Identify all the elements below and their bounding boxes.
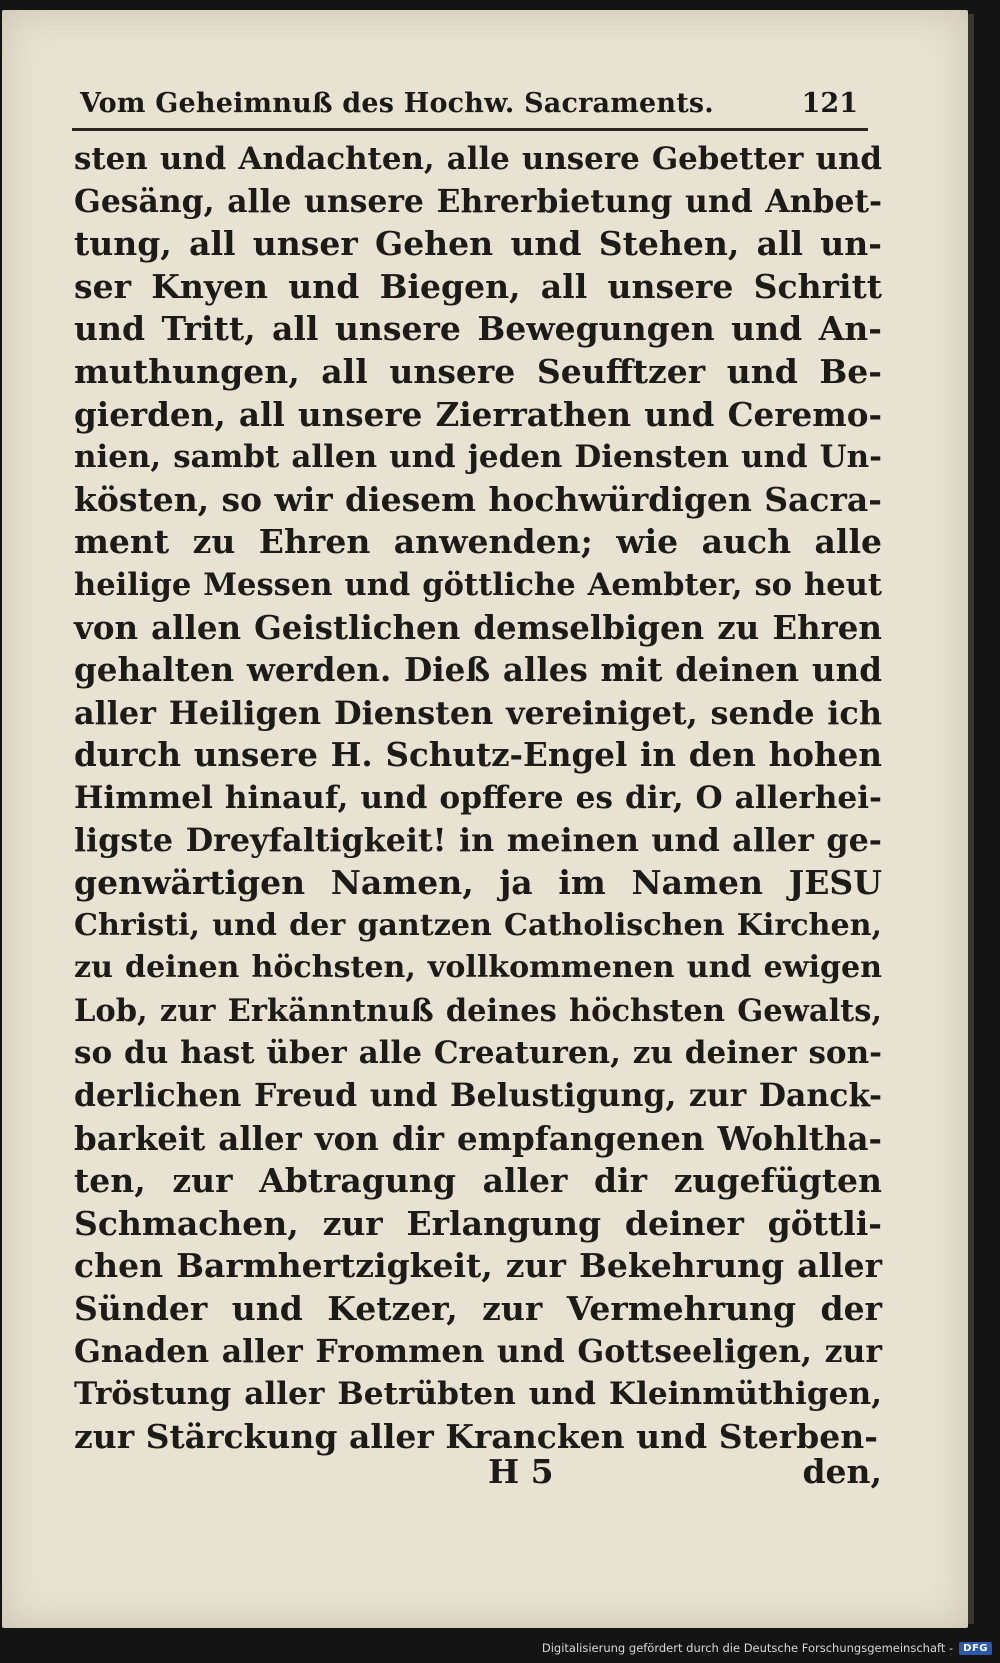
text-line: heilige Messen und göttliche Aembter, so heut xyxy=(74,566,882,603)
text-line: tung, all unser Gehen und Stehen, all un- xyxy=(74,224,882,264)
page-header xyxy=(72,84,866,130)
text-line: Gesäng, alle unsere Ehrerbietung und Anbet- xyxy=(74,182,882,220)
text-line: genwärtigen Namen, ja im Namen JESU xyxy=(74,863,882,903)
text-line: und Tritt, all unsere Bewegungen und An- xyxy=(74,309,882,349)
text-line: Schmachen, zur Erlangung deiner göttli- xyxy=(74,1203,882,1243)
text-line: Sünder und Ketzer, zur Vermehrung der xyxy=(74,1289,882,1329)
credit-text: Digitalisierung gefördert durch die Deutsche Forschungsgemeinschaft - xyxy=(541,1641,954,1655)
text-line: chen Barmhertzigkeit, zur Bekehrung aller xyxy=(74,1246,882,1286)
text-line: ment zu Ehren anwenden; wie auch alle xyxy=(74,522,882,562)
text-line: gierden, all unsere Zierrathen und Ceremo- xyxy=(74,394,882,434)
page-number: 121 xyxy=(801,88,858,119)
text-line: aller Heiligen Diensten vereiniget, sende ich xyxy=(74,693,882,732)
catchword: den, xyxy=(802,1452,882,1491)
text-line: ten, zur Abtragung aller dir zugefügten xyxy=(74,1161,882,1201)
text-line: barkeit aller von dir empfangenen Wohltha- xyxy=(74,1119,882,1158)
text-line: sten und Andachten, alle unsere Gebetter und xyxy=(74,141,882,177)
body-text xyxy=(74,138,882,1458)
text-line: ligste Dreyfaltigkeit! in meinen und aller ge- xyxy=(74,821,882,859)
text-line: von allen Geistlichen demselbigen zu Ehren xyxy=(74,608,882,647)
signature-mark: H 5 xyxy=(488,1452,554,1491)
page-footer xyxy=(74,1452,882,1496)
text-line: zu deinen höchsten, vollkommenen und ewigen xyxy=(74,950,882,986)
text-line: kösten, so wir diesem hochwürdigen Sacra- xyxy=(74,479,882,519)
text-line: zur Stärckung aller Krancken und Sterben- xyxy=(74,1416,878,1456)
text-line: Lob, zur Erkänntnuß deines höchsten Gewalts, xyxy=(74,992,882,1029)
text-line: derlichen Freud und Belustigung, zur Danck- xyxy=(74,1077,882,1115)
text-line: so du hast über alle Creaturen, zu deiner son- xyxy=(74,1035,882,1072)
text-line: muthungen, all unsere Seufftzer und Be- xyxy=(74,351,882,391)
text-line: Gnaden aller Frommen und Gottseeligen, zur xyxy=(74,1332,882,1370)
text-line: Christi, und der gantzen Catholischen Kirchen, xyxy=(74,907,882,943)
text-line: nien, sambt allen und jeden Diensten und Un- xyxy=(74,439,882,476)
digitization-credit xyxy=(542,1637,992,1659)
page-edge xyxy=(968,14,974,1624)
running-title: Vom Geheimnuß des Hochw. Sacraments. xyxy=(80,88,714,119)
dfg-logo-icon: DFG xyxy=(959,1642,992,1655)
text-line: Tröstung aller Betrübten und Kleinmüthigen, xyxy=(74,1376,882,1413)
header-rule xyxy=(72,128,868,131)
text-line: durch unsere H. Schutz-Engel in den hohen xyxy=(74,735,882,775)
text-line: gehalten werden. Dieß alles mit deinen und xyxy=(74,650,882,690)
text-line: Himmel hinauf, und opffere es dir, O allerhei- xyxy=(74,779,882,816)
text-line: ser Knyen und Biegen, all unsere Schritt xyxy=(74,266,882,306)
